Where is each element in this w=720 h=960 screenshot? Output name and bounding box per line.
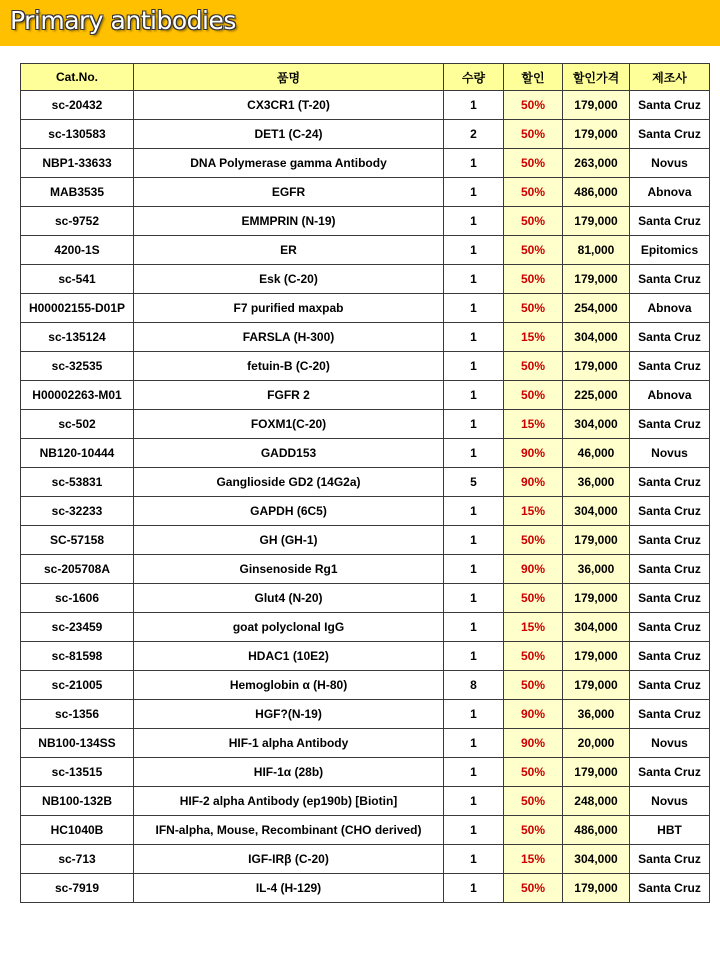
cat-no-cell: sc-32535 [21, 352, 134, 381]
product-name-cell: HGF?(N-19) [134, 700, 444, 729]
table-row [21, 845, 710, 874]
discount-price-cell: 36,000 [563, 555, 630, 584]
product-name-cell: FOXM1(C-20) [134, 410, 444, 439]
cat-no-cell: sc-713 [21, 845, 134, 874]
cat-no-cell: sc-1606 [21, 584, 134, 613]
quantity-cell: 1 [444, 584, 504, 613]
table-row [21, 265, 710, 294]
manufacturer-cell: Santa Cruz [630, 758, 710, 787]
table-row [21, 120, 710, 149]
discount-price-cell: 179,000 [563, 642, 630, 671]
table-row [21, 642, 710, 671]
table-row [21, 526, 710, 555]
header-product-name: 품명 [134, 64, 444, 91]
cat-no-cell: sc-502 [21, 410, 134, 439]
quantity-cell: 1 [444, 439, 504, 468]
cat-no-cell: sc-53831 [21, 468, 134, 497]
discount-price-cell: 179,000 [563, 758, 630, 787]
discount-price-cell: 225,000 [563, 381, 630, 410]
product-name-cell: CX3CR1 (T-20) [134, 91, 444, 120]
discount-cell: 15% [504, 845, 563, 874]
quantity-cell: 1 [444, 787, 504, 816]
product-name-cell: HIF-2 alpha Antibody (ep190b) [Biotin] [134, 787, 444, 816]
manufacturer-cell: Novus [630, 729, 710, 758]
product-name-cell: DNA Polymerase gamma Antibody [134, 149, 444, 178]
table-row [21, 294, 710, 323]
manufacturer-cell: Santa Cruz [630, 613, 710, 642]
discount-price-cell: 36,000 [563, 468, 630, 497]
discount-price-cell: 179,000 [563, 265, 630, 294]
manufacturer-cell: Santa Cruz [630, 91, 710, 120]
discount-price-cell: 81,000 [563, 236, 630, 265]
product-name-cell: DET1 (C-24) [134, 120, 444, 149]
quantity-cell: 1 [444, 410, 504, 439]
product-name-cell: ER [134, 236, 444, 265]
table-row [21, 468, 710, 497]
table-row [21, 671, 710, 700]
cat-no-cell: MAB3535 [21, 178, 134, 207]
cat-no-cell: NB120-10444 [21, 439, 134, 468]
title-bar [0, 0, 720, 46]
discount-price-cell: 248,000 [563, 787, 630, 816]
cat-no-cell: sc-23459 [21, 613, 134, 642]
quantity-cell: 1 [444, 526, 504, 555]
product-name-cell: EGFR [134, 178, 444, 207]
discount-cell: 50% [504, 207, 563, 236]
table-row [21, 729, 710, 758]
discount-price-cell: 304,000 [563, 410, 630, 439]
manufacturer-cell: Santa Cruz [630, 323, 710, 352]
discount-cell: 50% [504, 526, 563, 555]
product-name-cell: IGF-IRβ (C-20) [134, 845, 444, 874]
discount-cell: 50% [504, 236, 563, 265]
table-row [21, 149, 710, 178]
manufacturer-cell: Abnova [630, 178, 710, 207]
discount-cell: 50% [504, 294, 563, 323]
cat-no-cell: NBP1-33633 [21, 149, 134, 178]
cat-no-cell: sc-32233 [21, 497, 134, 526]
product-name-cell: Glut4 (N-20) [134, 584, 444, 613]
quantity-cell: 1 [444, 816, 504, 845]
discount-price-cell: 254,000 [563, 294, 630, 323]
table-row [21, 816, 710, 845]
quantity-cell: 2 [444, 120, 504, 149]
quantity-cell: 1 [444, 555, 504, 584]
discount-cell: 50% [504, 584, 563, 613]
discount-price-cell: 179,000 [563, 352, 630, 381]
header-discount: 할인 [504, 64, 563, 91]
quantity-cell: 1 [444, 700, 504, 729]
discount-price-cell: 486,000 [563, 816, 630, 845]
discount-price-cell: 179,000 [563, 207, 630, 236]
manufacturer-cell: Abnova [630, 381, 710, 410]
cat-no-cell: H00002263-M01 [21, 381, 134, 410]
manufacturer-cell: Santa Cruz [630, 642, 710, 671]
antibody-price-table [20, 63, 710, 903]
manufacturer-cell: Abnova [630, 294, 710, 323]
manufacturer-cell: Novus [630, 439, 710, 468]
page-title: Primary antibodies [10, 6, 236, 35]
table-row [21, 497, 710, 526]
table-row [21, 236, 710, 265]
quantity-cell: 1 [444, 91, 504, 120]
product-name-cell: EMMPRIN (N-19) [134, 207, 444, 236]
quantity-cell: 1 [444, 729, 504, 758]
discount-cell: 50% [504, 787, 563, 816]
discount-cell: 15% [504, 410, 563, 439]
cat-no-cell: sc-9752 [21, 207, 134, 236]
cat-no-cell: H00002155-D01P [21, 294, 134, 323]
table-header-row [21, 64, 710, 91]
quantity-cell: 1 [444, 845, 504, 874]
manufacturer-cell: Santa Cruz [630, 874, 710, 903]
discount-cell: 50% [504, 91, 563, 120]
cat-no-cell: 4200-1S [21, 236, 134, 265]
discount-price-cell: 304,000 [563, 497, 630, 526]
discount-price-cell: 36,000 [563, 700, 630, 729]
discount-cell: 15% [504, 613, 563, 642]
product-name-cell: FGFR 2 [134, 381, 444, 410]
quantity-cell: 1 [444, 265, 504, 294]
cat-no-cell: sc-541 [21, 265, 134, 294]
product-name-cell: IL-4 (H-129) [134, 874, 444, 903]
discount-cell: 15% [504, 497, 563, 526]
quantity-cell: 1 [444, 323, 504, 352]
discount-cell: 50% [504, 178, 563, 207]
discount-cell: 90% [504, 700, 563, 729]
header-manufacturer: 제조사 [630, 64, 710, 91]
cat-no-cell: NB100-132B [21, 787, 134, 816]
quantity-cell: 1 [444, 874, 504, 903]
table-row [21, 207, 710, 236]
manufacturer-cell: Novus [630, 149, 710, 178]
product-name-cell: IFN-alpha, Mouse, Recombinant (CHO derived) [134, 816, 444, 845]
quantity-cell: 1 [444, 613, 504, 642]
cat-no-cell: NB100-134SS [21, 729, 134, 758]
discount-cell: 50% [504, 120, 563, 149]
table-row [21, 700, 710, 729]
cat-no-cell: sc-81598 [21, 642, 134, 671]
quantity-cell: 1 [444, 381, 504, 410]
discount-price-cell: 304,000 [563, 845, 630, 874]
product-name-cell: goat polyclonal IgG [134, 613, 444, 642]
cat-no-cell: SC-57158 [21, 526, 134, 555]
discount-cell: 50% [504, 758, 563, 787]
product-name-cell: GAPDH (6C5) [134, 497, 444, 526]
product-name-cell: GADD153 [134, 439, 444, 468]
table-row [21, 613, 710, 642]
discount-price-cell: 46,000 [563, 439, 630, 468]
manufacturer-cell: Santa Cruz [630, 207, 710, 236]
discount-price-cell: 179,000 [563, 874, 630, 903]
quantity-cell: 1 [444, 294, 504, 323]
discount-cell: 50% [504, 381, 563, 410]
manufacturer-cell: Santa Cruz [630, 671, 710, 700]
quantity-cell: 8 [444, 671, 504, 700]
discount-cell: 90% [504, 468, 563, 497]
table-row [21, 381, 710, 410]
discount-cell: 50% [504, 874, 563, 903]
discount-price-cell: 179,000 [563, 526, 630, 555]
product-name-cell: HIF-1 alpha Antibody [134, 729, 444, 758]
table-row [21, 323, 710, 352]
quantity-cell: 1 [444, 497, 504, 526]
table-row [21, 91, 710, 120]
table-row [21, 584, 710, 613]
manufacturer-cell: Santa Cruz [630, 555, 710, 584]
discount-cell: 50% [504, 265, 563, 294]
header-quantity: 수량 [444, 64, 504, 91]
cat-no-cell: HC1040B [21, 816, 134, 845]
cat-no-cell: sc-130583 [21, 120, 134, 149]
quantity-cell: 1 [444, 207, 504, 236]
quantity-cell: 1 [444, 352, 504, 381]
product-name-cell: HDAC1 (10E2) [134, 642, 444, 671]
product-name-cell: fetuin-B (C-20) [134, 352, 444, 381]
discount-price-cell: 179,000 [563, 91, 630, 120]
manufacturer-cell: Santa Cruz [630, 265, 710, 294]
table-body [21, 91, 710, 903]
quantity-cell: 1 [444, 642, 504, 671]
cat-no-cell: sc-7919 [21, 874, 134, 903]
quantity-cell: 1 [444, 178, 504, 207]
product-name-cell: Ganglioside GD2 (14G2a) [134, 468, 444, 497]
product-name-cell: HIF-1α (28b) [134, 758, 444, 787]
quantity-cell: 1 [444, 758, 504, 787]
discount-cell: 50% [504, 642, 563, 671]
table-row [21, 787, 710, 816]
discount-price-cell: 304,000 [563, 613, 630, 642]
manufacturer-cell: Santa Cruz [630, 845, 710, 874]
product-name-cell: Esk (C-20) [134, 265, 444, 294]
table-row [21, 410, 710, 439]
cat-no-cell: sc-1356 [21, 700, 134, 729]
discount-price-cell: 304,000 [563, 323, 630, 352]
manufacturer-cell: Santa Cruz [630, 468, 710, 497]
table-row [21, 758, 710, 787]
product-name-cell: F7 purified maxpab [134, 294, 444, 323]
manufacturer-cell: HBT [630, 816, 710, 845]
header-cat-no: Cat.No. [21, 64, 134, 91]
table-row [21, 555, 710, 584]
cat-no-cell: sc-135124 [21, 323, 134, 352]
discount-price-cell: 179,000 [563, 120, 630, 149]
product-name-cell: Hemoglobin α (H-80) [134, 671, 444, 700]
discount-cell: 90% [504, 555, 563, 584]
discount-price-cell: 179,000 [563, 671, 630, 700]
manufacturer-cell: Santa Cruz [630, 526, 710, 555]
table-row [21, 439, 710, 468]
cat-no-cell: sc-21005 [21, 671, 134, 700]
discount-cell: 50% [504, 816, 563, 845]
discount-price-cell: 263,000 [563, 149, 630, 178]
manufacturer-cell: Santa Cruz [630, 120, 710, 149]
cat-no-cell: sc-13515 [21, 758, 134, 787]
product-name-cell: FARSLA (H-300) [134, 323, 444, 352]
discount-price-cell: 20,000 [563, 729, 630, 758]
discount-cell: 90% [504, 439, 563, 468]
discount-cell: 50% [504, 671, 563, 700]
discount-cell: 50% [504, 352, 563, 381]
discount-cell: 50% [504, 149, 563, 178]
quantity-cell: 1 [444, 236, 504, 265]
discount-price-cell: 486,000 [563, 178, 630, 207]
product-name-cell: Ginsenoside Rg1 [134, 555, 444, 584]
discount-cell: 90% [504, 729, 563, 758]
manufacturer-cell: Novus [630, 787, 710, 816]
table-row [21, 874, 710, 903]
discount-price-cell: 179,000 [563, 584, 630, 613]
manufacturer-cell: Santa Cruz [630, 584, 710, 613]
product-name-cell: GH (GH-1) [134, 526, 444, 555]
table-row [21, 352, 710, 381]
cat-no-cell: sc-20432 [21, 91, 134, 120]
cat-no-cell: sc-205708A [21, 555, 134, 584]
manufacturer-cell: Santa Cruz [630, 700, 710, 729]
manufacturer-cell: Santa Cruz [630, 410, 710, 439]
quantity-cell: 5 [444, 468, 504, 497]
manufacturer-cell: Epitomics [630, 236, 710, 265]
header-discount-price: 할인가격 [563, 64, 630, 91]
discount-cell: 15% [504, 323, 563, 352]
manufacturer-cell: Santa Cruz [630, 497, 710, 526]
table-row [21, 178, 710, 207]
manufacturer-cell: Santa Cruz [630, 352, 710, 381]
quantity-cell: 1 [444, 149, 504, 178]
